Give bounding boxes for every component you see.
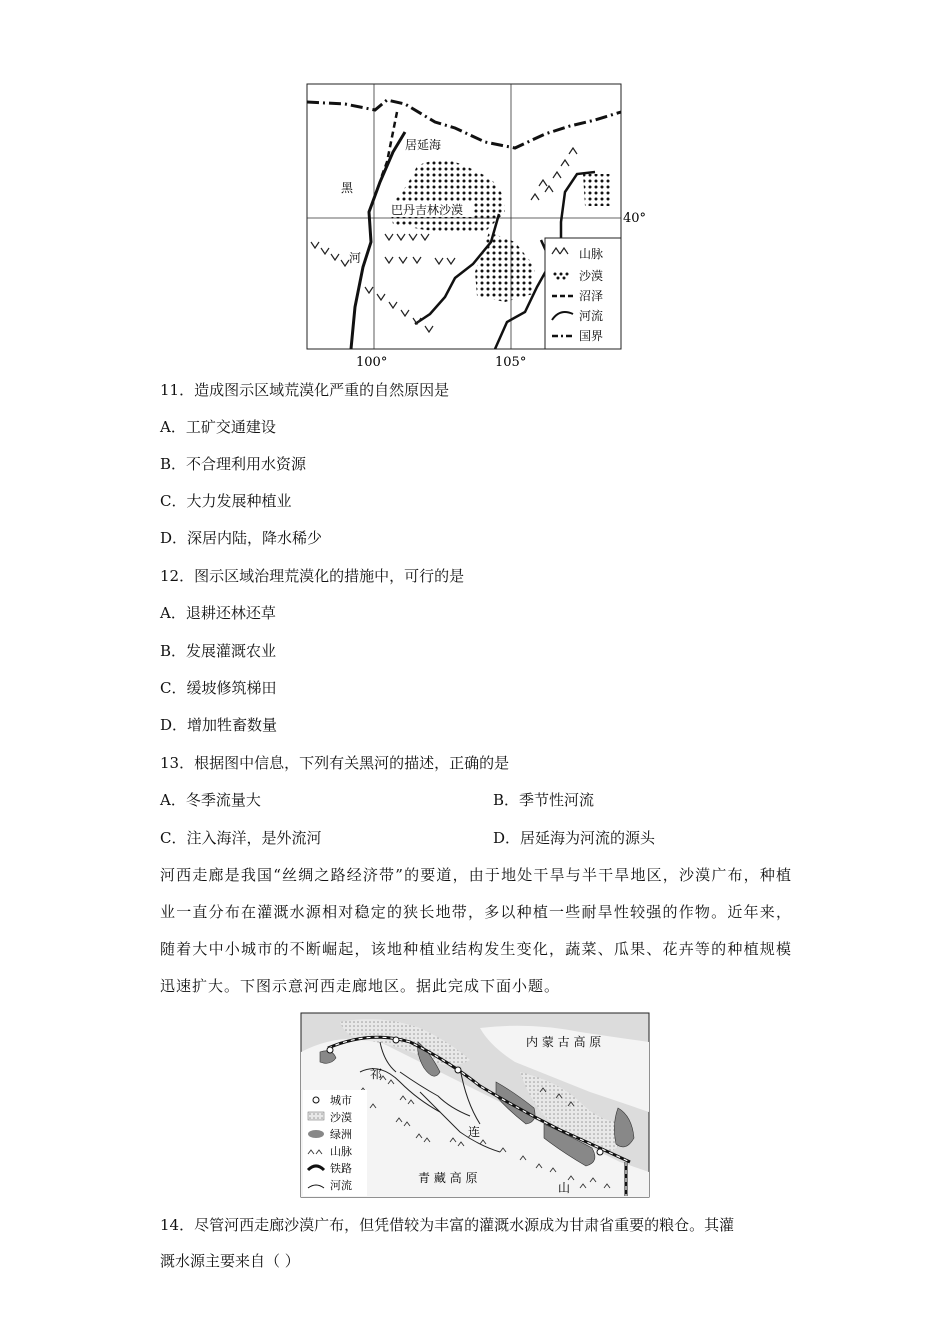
qilian-label-shan: 山 bbox=[558, 1181, 571, 1195]
heihe-label-he: 河 bbox=[349, 251, 362, 265]
q14-stem-line2: 溉水源主要来自（ ） bbox=[160, 1252, 300, 1270]
q11-stem: 11．造成图示区域荒漠化严重的自然原因是 bbox=[160, 381, 450, 399]
legend2-city-label: 城市 bbox=[330, 1094, 352, 1107]
q13-option-d[interactable]: D．居延海为河流的源头 bbox=[493, 829, 656, 847]
q12-option-d[interactable]: D．增加牲畜数量 bbox=[160, 716, 278, 734]
longitude-105-label: 105° bbox=[495, 355, 527, 370]
qilian-label-qi: 祁 bbox=[370, 1067, 383, 1081]
q11-option-d[interactable]: D．深居内陆，降水稀少 bbox=[160, 529, 323, 547]
q13-stem: 13．根据图中信息，下列有关黑河的描述，正确的是 bbox=[160, 754, 510, 772]
longitude-100-label: 100° bbox=[356, 355, 388, 370]
qingzang-plateau-label: 青 藏 高 原 bbox=[418, 1171, 478, 1185]
juyanhai-label: 居延海 bbox=[405, 138, 442, 152]
qilian-label-lian: 连 bbox=[468, 1125, 481, 1139]
map1-legend bbox=[545, 238, 621, 349]
q13-option-a[interactable]: A．冬季流量大 bbox=[160, 791, 261, 809]
legend2-desert-label: 沙漠 bbox=[330, 1111, 352, 1124]
badain-desert-label: 巴丹吉林沙漠 bbox=[391, 203, 464, 217]
legend2-railway-label: 铁路 bbox=[330, 1162, 352, 1175]
legend-river-label: 河流 bbox=[579, 309, 604, 323]
hexi-corridor-passage: 河西走廊是我国“丝绸之路经济带”的要道，由于地处干旱与半干旱地区，沙漠广布，种植业一直分布在灌溉水源相对稳定的狭长地带，多以种植一些耐旱性较强的作物。近年来，随着大中小城市的不断崛起，该地种植业结构发生变化，蔬菜、瓜果、花卉等的种植规模迅速扩大。下图示意河西走廊地区。据此完成下面小题。 bbox=[160, 866, 792, 995]
q13-option-b[interactable]: B．季节性河流 bbox=[493, 791, 595, 809]
latitude-40-label: 40° bbox=[623, 211, 647, 226]
q13-option-c[interactable]: C．注入海洋，是外流河 bbox=[160, 829, 322, 847]
inner-mongolia-plateau-label: 内 蒙 古 高 原 bbox=[526, 1035, 602, 1049]
q12-option-c[interactable]: C．缓坡修筑梯田 bbox=[160, 679, 277, 697]
legend-border-label: 国界 bbox=[579, 329, 604, 343]
heihe-label-hei: 黑 bbox=[341, 181, 354, 195]
q12-option-b[interactable]: B．发展灌溉农业 bbox=[160, 642, 277, 660]
q11-option-a[interactable]: A．工矿交通建设 bbox=[160, 418, 276, 436]
q11-option-b[interactable]: B．不合理利用水资源 bbox=[160, 455, 307, 473]
q11-option-c[interactable]: C．大力发展种植业 bbox=[160, 492, 292, 510]
legend-swamp-label: 沼泽 bbox=[579, 289, 604, 303]
map2-legend bbox=[303, 1090, 367, 1196]
heihe-region-map bbox=[305, 82, 647, 372]
q12-stem: 12．图示区域治理荒漠化的措施中，可行的是 bbox=[160, 567, 465, 585]
legend2-mountain-label: 山脉 bbox=[330, 1145, 352, 1158]
legend-desert-label: 沙漠 bbox=[579, 269, 604, 283]
legend2-oasis-label: 绿洲 bbox=[330, 1128, 352, 1141]
hexi-corridor-map bbox=[300, 1012, 652, 1200]
legend-mountain-label: 山脉 bbox=[579, 247, 604, 261]
q14-stem-line1: 14．尽管河西走廊沙漠广布，但凭借较为丰富的灌溉水源成为甘肃省重要的粮仓。其灌 bbox=[160, 1216, 735, 1234]
legend2-river-label: 河流 bbox=[330, 1179, 352, 1192]
q12-option-a[interactable]: A．退耕还林还草 bbox=[160, 604, 276, 622]
